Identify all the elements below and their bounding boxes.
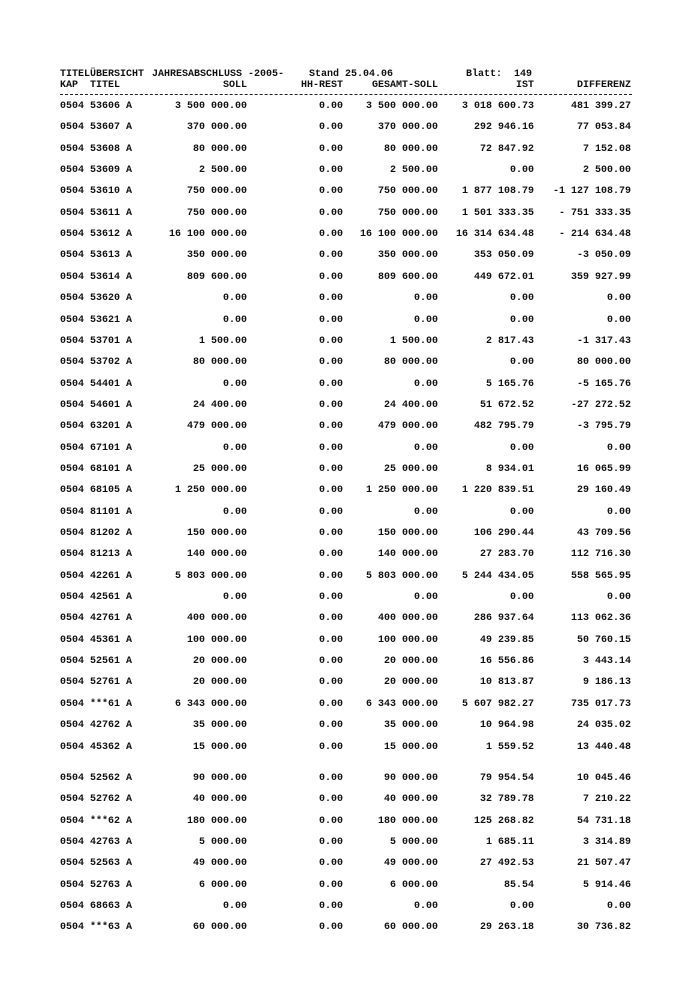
row-soll: 5 000.00 xyxy=(198,836,247,848)
row-ist: 482 795.79 xyxy=(473,421,534,433)
row-hh-rest: 0.00 xyxy=(318,549,343,561)
row-ist: 1 220 839.51 xyxy=(461,485,534,497)
table-row xyxy=(0,699,700,711)
row-kap-titel: 0504 81213 A xyxy=(60,549,133,561)
row-soll: 24 400.00 xyxy=(192,399,247,411)
row-kap-titel: 0504 42561 A xyxy=(60,592,133,604)
row-hh-rest: 0.00 xyxy=(318,101,343,112)
row-gesamt-soll: 20 000.00 xyxy=(383,656,438,668)
row-differenz: 43 709.56 xyxy=(576,528,631,539)
row-differenz: 50 760.15 xyxy=(576,634,631,646)
row-ist: 2 817.43 xyxy=(485,335,534,347)
row-gesamt-soll: 150 000.00 xyxy=(377,528,438,539)
row-ist: 3 018 600.73 xyxy=(461,101,534,112)
row-kap-titel: 0504 54401 A xyxy=(60,378,133,390)
row-gesamt-soll: 3 500 000.00 xyxy=(365,101,438,112)
row-kap-titel: 0504 53702 A xyxy=(60,357,133,369)
row-kap-titel: 0504 53620 A xyxy=(60,293,133,305)
row-soll: 150 000.00 xyxy=(186,528,247,539)
row-hh-rest: 0.00 xyxy=(318,357,343,369)
table-row xyxy=(0,858,700,870)
table-row xyxy=(0,464,700,476)
row-soll: 479 000.00 xyxy=(186,421,247,433)
row-gesamt-soll: 350 000.00 xyxy=(377,250,438,262)
row-soll: 0.00 xyxy=(222,506,247,518)
row-ist: 49 239.85 xyxy=(479,634,534,646)
row-ist: 1 685.11 xyxy=(485,836,534,848)
row-ist: 125 268.82 xyxy=(473,815,534,827)
row-hh-rest: 0.00 xyxy=(318,922,343,934)
row-hh-rest: 0.00 xyxy=(318,399,343,411)
row-gesamt-soll: 0.00 xyxy=(413,442,438,454)
row-kap-titel: 0504 67101 A xyxy=(60,442,133,454)
table-row xyxy=(0,837,700,849)
row-gesamt-soll: 750 000.00 xyxy=(377,186,438,198)
row-differenz: 30 736.82 xyxy=(576,922,631,934)
row-differenz: 29 160.49 xyxy=(576,485,631,497)
row-gesamt-soll: 20 000.00 xyxy=(383,677,438,689)
row-soll: 90 000.00 xyxy=(192,772,247,784)
table-row xyxy=(0,315,700,327)
row-gesamt-soll: 0.00 xyxy=(413,293,438,305)
table-row xyxy=(0,336,700,348)
row-hh-rest: 0.00 xyxy=(318,570,343,582)
row-soll: 140 000.00 xyxy=(186,549,247,561)
row-hh-rest: 0.00 xyxy=(318,836,343,848)
row-differenz: 3 314.89 xyxy=(582,836,631,848)
row-ist: 27 492.53 xyxy=(479,858,534,870)
row-differenz: - 214 634.48 xyxy=(558,229,631,241)
table-row xyxy=(0,773,700,785)
row-hh-rest: 0.00 xyxy=(318,293,343,305)
row-gesamt-soll: 16 100 000.00 xyxy=(359,229,438,241)
row-soll: 5 803 000.00 xyxy=(174,570,247,582)
row-gesamt-soll: 1 250 000.00 xyxy=(365,485,438,497)
row-ist: 1 501 333.35 xyxy=(461,207,534,219)
row-ist: 0.00 xyxy=(509,357,534,369)
row-soll: 0.00 xyxy=(222,900,247,912)
row-gesamt-soll: 24 400.00 xyxy=(383,399,438,411)
row-gesamt-soll: 400 000.00 xyxy=(377,613,438,625)
column-header-hh-rest: HH-REST xyxy=(300,80,343,91)
row-soll: 20 000.00 xyxy=(192,677,247,689)
row-ist: 1 877 108.79 xyxy=(461,186,534,198)
row-gesamt-soll: 15 000.00 xyxy=(383,741,438,753)
row-gesamt-soll: 0.00 xyxy=(413,900,438,912)
row-hh-rest: 0.00 xyxy=(318,207,343,219)
row-differenz: 113 062.36 xyxy=(570,613,631,625)
row-kap-titel: 0504 ***62 A xyxy=(60,815,133,827)
row-differenz: 9 186.13 xyxy=(582,677,631,689)
row-hh-rest: 0.00 xyxy=(318,250,343,262)
row-differenz: 21 507.47 xyxy=(576,858,631,870)
report-section-title: TITELÜBERSICHT xyxy=(60,69,145,80)
row-soll: 15 000.00 xyxy=(192,741,247,753)
row-gesamt-soll: 6 343 000.00 xyxy=(365,698,438,710)
row-kap-titel: 0504 53701 A xyxy=(60,335,133,347)
table-row xyxy=(0,742,700,754)
table-row xyxy=(0,379,700,391)
row-differenz: - 751 333.35 xyxy=(558,207,631,219)
row-kap-titel: 0504 52763 A xyxy=(60,879,133,891)
row-hh-rest: 0.00 xyxy=(318,656,343,668)
row-kap-titel: 0504 53621 A xyxy=(60,314,133,326)
row-kap-titel: 0504 52762 A xyxy=(60,794,133,806)
table-row xyxy=(0,549,700,561)
row-differenz: 10 045.46 xyxy=(576,772,631,784)
row-soll: 809 600.00 xyxy=(186,271,247,283)
row-hh-rest: 0.00 xyxy=(318,442,343,454)
row-kap-titel: 0504 53607 A xyxy=(60,122,133,134)
row-soll: 1 250 000.00 xyxy=(174,485,247,497)
row-hh-rest: 0.00 xyxy=(318,485,343,497)
row-soll: 6 000.00 xyxy=(198,879,247,891)
row-soll: 0.00 xyxy=(222,442,247,454)
row-ist: 0.00 xyxy=(509,900,534,912)
row-ist: 10 964.98 xyxy=(479,720,534,732)
row-hh-rest: 0.00 xyxy=(318,741,343,753)
row-gesamt-soll: 0.00 xyxy=(413,378,438,390)
table-row xyxy=(0,208,700,220)
row-ist: 5 607 982.27 xyxy=(461,698,534,710)
row-differenz: 112 716.30 xyxy=(570,549,631,561)
row-ist: 72 847.92 xyxy=(479,143,534,155)
table-row xyxy=(0,901,700,913)
row-soll: 350 000.00 xyxy=(186,250,247,262)
row-differenz: 359 927.99 xyxy=(570,271,631,283)
table-row xyxy=(0,357,700,369)
row-hh-rest: 0.00 xyxy=(318,122,343,134)
row-hh-rest: 0.00 xyxy=(318,879,343,891)
row-differenz: 24 035.02 xyxy=(576,720,631,732)
table-row xyxy=(0,400,700,412)
row-kap-titel: 0504 81101 A xyxy=(60,506,133,518)
row-hh-rest: 0.00 xyxy=(318,698,343,710)
table-row xyxy=(0,880,700,892)
row-gesamt-soll: 479 000.00 xyxy=(377,421,438,433)
row-ist: 449 672.01 xyxy=(473,271,534,283)
row-kap-titel: 0504 53613 A xyxy=(60,250,133,262)
row-soll: 2 500.00 xyxy=(198,165,247,177)
table-row xyxy=(0,922,700,934)
row-hh-rest: 0.00 xyxy=(318,165,343,177)
row-kap-titel: 0504 81202 A xyxy=(60,528,133,539)
row-kap-titel: 0504 63201 A xyxy=(60,421,133,433)
row-soll: 0.00 xyxy=(222,314,247,326)
table-row xyxy=(0,272,700,284)
report-date: Stand 25.04.06 xyxy=(309,69,394,80)
row-gesamt-soll: 140 000.00 xyxy=(377,549,438,561)
row-gesamt-soll: 6 000.00 xyxy=(389,879,438,891)
row-differenz: 0.00 xyxy=(606,592,631,604)
row-ist: 0.00 xyxy=(509,165,534,177)
row-ist: 353 050.09 xyxy=(473,250,534,262)
row-differenz: 77 053.84 xyxy=(576,122,631,134)
row-differenz: -1 317.43 xyxy=(576,335,631,347)
row-gesamt-soll: 25 000.00 xyxy=(383,463,438,475)
row-differenz: 735 017.73 xyxy=(570,698,631,710)
table-row xyxy=(0,229,700,241)
table-row xyxy=(0,101,700,113)
row-kap-titel: 0504 ***61 A xyxy=(60,698,133,710)
table-row xyxy=(0,720,700,732)
row-soll: 25 000.00 xyxy=(192,463,247,475)
row-differenz: 5 914.46 xyxy=(582,879,631,891)
row-differenz: 0.00 xyxy=(606,506,631,518)
table-row xyxy=(0,443,700,455)
row-kap-titel: 0504 45361 A xyxy=(60,634,133,646)
table-row xyxy=(0,613,700,625)
table-row xyxy=(0,571,700,583)
row-gesamt-soll: 5 803 000.00 xyxy=(365,570,438,582)
row-differenz: -3 050.09 xyxy=(576,250,631,262)
row-differenz: 7 210.22 xyxy=(582,794,631,806)
row-kap-titel: 0504 52562 A xyxy=(60,772,133,784)
row-hh-rest: 0.00 xyxy=(318,858,343,870)
row-soll: 0.00 xyxy=(222,592,247,604)
row-gesamt-soll: 0.00 xyxy=(413,506,438,518)
row-kap-titel: 0504 68105 A xyxy=(60,485,133,497)
row-soll: 40 000.00 xyxy=(192,794,247,806)
row-gesamt-soll: 2 500.00 xyxy=(389,165,438,177)
row-gesamt-soll: 5 000.00 xyxy=(389,836,438,848)
row-soll: 3 500 000.00 xyxy=(174,101,247,112)
row-soll: 35 000.00 xyxy=(192,720,247,732)
row-gesamt-soll: 80 000.00 xyxy=(383,357,438,369)
table-row xyxy=(0,144,700,156)
row-kap-titel: 0504 52561 A xyxy=(60,656,133,668)
row-hh-rest: 0.00 xyxy=(318,677,343,689)
row-differenz: 558 565.95 xyxy=(570,570,631,582)
row-soll: 60 000.00 xyxy=(192,922,247,934)
table-row xyxy=(0,528,700,540)
row-ist: 10 813.87 xyxy=(479,677,534,689)
row-soll: 16 100 000.00 xyxy=(168,229,247,241)
row-ist: 0.00 xyxy=(509,442,534,454)
row-hh-rest: 0.00 xyxy=(318,143,343,155)
row-gesamt-soll: 809 600.00 xyxy=(377,271,438,283)
row-kap-titel: 0504 53611 A xyxy=(60,207,133,219)
column-header-differenz: DIFFERENZ xyxy=(576,80,631,91)
row-kap-titel: 0504 53614 A xyxy=(60,271,133,283)
row-gesamt-soll: 90 000.00 xyxy=(383,772,438,784)
row-differenz: 7 152.08 xyxy=(582,143,631,155)
row-kap-titel: 0504 68663 A xyxy=(60,900,133,912)
row-hh-rest: 0.00 xyxy=(318,772,343,784)
row-ist: 32 789.78 xyxy=(479,794,534,806)
header-separator xyxy=(60,94,632,95)
row-kap-titel: 0504 53609 A xyxy=(60,165,133,177)
row-soll: 400 000.00 xyxy=(186,613,247,625)
table-row xyxy=(0,485,700,497)
row-kap-titel: 0504 68101 A xyxy=(60,463,133,475)
row-gesamt-soll: 1 500.00 xyxy=(389,335,438,347)
row-differenz: 3 443.14 xyxy=(582,656,631,668)
row-ist: 51 672.52 xyxy=(479,399,534,411)
row-gesamt-soll: 0.00 xyxy=(413,314,438,326)
row-differenz: 80 000.00 xyxy=(576,357,631,369)
row-differenz: 0.00 xyxy=(606,293,631,305)
row-soll: 49 000.00 xyxy=(192,858,247,870)
row-kap-titel: 0504 53608 A xyxy=(60,143,133,155)
row-kap-titel: 0504 53610 A xyxy=(60,186,133,198)
table-row xyxy=(0,794,700,806)
row-differenz: 0.00 xyxy=(606,314,631,326)
row-kap-titel: 0504 42762 A xyxy=(60,720,133,732)
row-hh-rest: 0.00 xyxy=(318,229,343,241)
row-ist: 16 556.86 xyxy=(479,656,534,668)
row-ist: 0.00 xyxy=(509,293,534,305)
row-kap-titel: 0504 45362 A xyxy=(60,741,133,753)
row-soll: 6 343 000.00 xyxy=(174,698,247,710)
row-ist: 8 934.01 xyxy=(485,463,534,475)
table-row xyxy=(0,656,700,668)
row-hh-rest: 0.00 xyxy=(318,314,343,326)
row-hh-rest: 0.00 xyxy=(318,634,343,646)
row-differenz: 2 500.00 xyxy=(582,165,631,177)
row-soll: 20 000.00 xyxy=(192,656,247,668)
row-ist: 29 263.18 xyxy=(479,922,534,934)
row-hh-rest: 0.00 xyxy=(318,463,343,475)
row-ist: 0.00 xyxy=(509,592,534,604)
row-ist: 292 946.16 xyxy=(473,122,534,134)
table-row xyxy=(0,122,700,134)
row-hh-rest: 0.00 xyxy=(318,186,343,198)
row-gesamt-soll: 35 000.00 xyxy=(383,720,438,732)
row-hh-rest: 0.00 xyxy=(318,720,343,732)
row-ist: 286 937.64 xyxy=(473,613,534,625)
row-differenz: 13 440.48 xyxy=(576,741,631,753)
column-header-gesamt-soll: GESAMT-SOLL xyxy=(371,80,438,91)
table-row xyxy=(0,592,700,604)
row-hh-rest: 0.00 xyxy=(318,271,343,283)
row-ist: 79 954.54 xyxy=(479,772,534,784)
row-hh-rest: 0.00 xyxy=(318,900,343,912)
row-differenz: 16 065.99 xyxy=(576,463,631,475)
row-differenz: 0.00 xyxy=(606,900,631,912)
page-number: Blatt: 149 xyxy=(466,69,533,80)
row-kap-titel: 0504 42763 A xyxy=(60,836,133,848)
row-differenz: -5 165.76 xyxy=(576,378,631,390)
row-differenz: -1 127 108.79 xyxy=(552,186,631,198)
row-differenz: -3 795.79 xyxy=(576,421,631,433)
table-row xyxy=(0,816,700,828)
row-soll: 1 500.00 xyxy=(198,335,247,347)
row-differenz: -27 272.52 xyxy=(570,399,631,411)
row-kap-titel: 0504 42761 A xyxy=(60,613,133,625)
row-kap-titel: 0504 ***63 A xyxy=(60,922,133,934)
column-header-ist: IST xyxy=(515,80,534,91)
row-soll: 80 000.00 xyxy=(192,143,247,155)
column-header-soll: SOLL xyxy=(222,80,247,91)
row-gesamt-soll: 60 000.00 xyxy=(383,922,438,934)
row-soll: 750 000.00 xyxy=(186,207,247,219)
row-ist: 0.00 xyxy=(509,506,534,518)
row-gesamt-soll: 750 000.00 xyxy=(377,207,438,219)
row-hh-rest: 0.00 xyxy=(318,421,343,433)
table-row xyxy=(0,507,700,519)
table-row xyxy=(0,165,700,177)
row-hh-rest: 0.00 xyxy=(318,335,343,347)
row-kap-titel: 0504 53612 A xyxy=(60,229,133,241)
row-gesamt-soll: 370 000.00 xyxy=(377,122,438,134)
row-differenz: 54 731.18 xyxy=(576,815,631,827)
row-kap-titel: 0504 52563 A xyxy=(60,858,133,870)
row-differenz: 481 399.27 xyxy=(570,101,631,112)
row-soll: 0.00 xyxy=(222,293,247,305)
row-kap-titel: 0504 53606 A xyxy=(60,101,133,112)
table-row xyxy=(0,250,700,262)
row-ist: 16 314 634.48 xyxy=(455,229,534,241)
row-soll: 0.00 xyxy=(222,378,247,390)
column-header-kap-titel: KAP TITEL xyxy=(60,80,121,91)
row-gesamt-soll: 0.00 xyxy=(413,592,438,604)
row-soll: 100 000.00 xyxy=(186,634,247,646)
table-row xyxy=(0,677,700,689)
row-soll: 80 000.00 xyxy=(192,357,247,369)
table-row xyxy=(0,186,700,198)
row-ist: 5 165.76 xyxy=(485,378,534,390)
row-gesamt-soll: 49 000.00 xyxy=(383,858,438,870)
row-soll: 750 000.00 xyxy=(186,186,247,198)
table-row xyxy=(0,421,700,433)
row-hh-rest: 0.00 xyxy=(318,613,343,625)
row-gesamt-soll: 40 000.00 xyxy=(383,794,438,806)
row-differenz: 0.00 xyxy=(606,442,631,454)
table-row xyxy=(0,635,700,647)
row-ist: 85.54 xyxy=(503,879,534,891)
row-ist: 5 244 434.05 xyxy=(461,570,534,582)
row-gesamt-soll: 100 000.00 xyxy=(377,634,438,646)
row-ist: 0.00 xyxy=(509,314,534,326)
row-ist: 106 290.44 xyxy=(473,528,534,539)
row-hh-rest: 0.00 xyxy=(318,378,343,390)
row-gesamt-soll: 80 000.00 xyxy=(383,143,438,155)
row-hh-rest: 0.00 xyxy=(318,528,343,539)
row-soll: 180 000.00 xyxy=(186,815,247,827)
table-row xyxy=(0,293,700,305)
row-kap-titel: 0504 54601 A xyxy=(60,399,133,411)
row-hh-rest: 0.00 xyxy=(318,794,343,806)
row-kap-titel: 0504 52761 A xyxy=(60,677,133,689)
row-soll: 370 000.00 xyxy=(186,122,247,134)
row-ist: 27 283.70 xyxy=(479,549,534,561)
row-gesamt-soll: 180 000.00 xyxy=(377,815,438,827)
row-hh-rest: 0.00 xyxy=(318,506,343,518)
row-ist: 1 559.52 xyxy=(485,741,534,753)
report-title: JAHRESABSCHLUSS -2005- xyxy=(152,69,285,80)
row-hh-rest: 0.00 xyxy=(318,815,343,827)
row-kap-titel: 0504 42261 A xyxy=(60,570,133,582)
row-hh-rest: 0.00 xyxy=(318,592,343,604)
